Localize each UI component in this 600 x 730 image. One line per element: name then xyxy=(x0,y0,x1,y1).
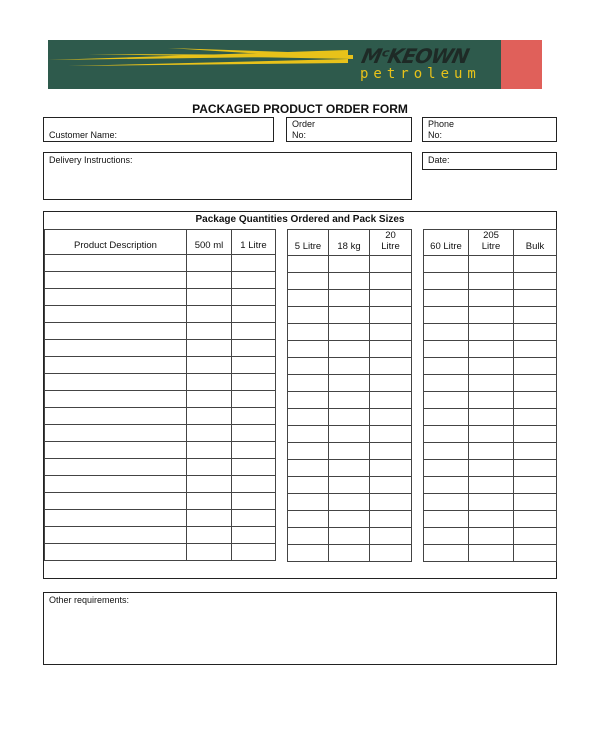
entry-cell[interactable] xyxy=(370,375,412,392)
grid-header-row xyxy=(424,230,557,256)
entry-cell[interactable] xyxy=(329,290,370,307)
phone-number-label: Phone No: xyxy=(428,119,455,140)
entry-cell[interactable] xyxy=(469,273,514,290)
entry-cell[interactable] xyxy=(370,477,412,494)
entry-cell[interactable] xyxy=(187,374,232,391)
entry-cell[interactable] xyxy=(424,341,469,358)
table-row xyxy=(288,494,412,511)
entry-cell[interactable] xyxy=(232,459,276,476)
entry-cell[interactable] xyxy=(187,459,232,476)
entry-cell[interactable] xyxy=(469,511,514,528)
entry-cell[interactable] xyxy=(370,545,412,562)
entry-cell[interactable] xyxy=(469,375,514,392)
table-row xyxy=(288,511,412,528)
delivery-instructions-field[interactable] xyxy=(43,152,412,200)
entry-cell[interactable] xyxy=(370,256,412,273)
table-row xyxy=(45,544,276,561)
entry-cell[interactable] xyxy=(514,273,557,290)
quantities-title: Package Quantities Ordered and Pack Sizes xyxy=(195,214,405,225)
table-row xyxy=(45,408,276,425)
entry-cell[interactable] xyxy=(232,544,276,561)
entry-cell[interactable] xyxy=(288,545,329,562)
table-row xyxy=(424,511,557,528)
entry-cell[interactable] xyxy=(288,477,329,494)
entry-cell[interactable] xyxy=(187,357,232,374)
entry-cell[interactable] xyxy=(424,375,469,392)
other-requirements-label: Other requirements: xyxy=(49,595,130,605)
entry-cell[interactable] xyxy=(45,272,187,289)
entry-cell[interactable] xyxy=(45,425,187,442)
order-number-label: Order No: xyxy=(292,119,316,140)
entry-cell[interactable] xyxy=(187,306,232,323)
entry-cell[interactable] xyxy=(469,324,514,341)
entry-cell[interactable] xyxy=(329,426,370,443)
entry-cell[interactable] xyxy=(232,340,276,357)
entry-cell[interactable] xyxy=(424,477,469,494)
column-header: 18 kg xyxy=(329,230,370,256)
grid-header-row xyxy=(288,230,412,256)
entry-cell[interactable] xyxy=(329,324,370,341)
entry-cell[interactable] xyxy=(232,476,276,493)
entry-cell[interactable] xyxy=(187,425,232,442)
entry-cell[interactable] xyxy=(424,324,469,341)
entry-cell[interactable] xyxy=(329,460,370,477)
table-row xyxy=(288,443,412,460)
entry-cell[interactable] xyxy=(187,255,232,272)
entry-cell[interactable] xyxy=(329,375,370,392)
entry-cell[interactable] xyxy=(469,545,514,562)
entry-cell[interactable] xyxy=(232,272,276,289)
banner-accent-block xyxy=(501,40,542,89)
entry-cell[interactable] xyxy=(514,358,557,375)
table-row xyxy=(288,392,412,409)
entry-cell[interactable] xyxy=(232,510,276,527)
entry-cell[interactable] xyxy=(187,476,232,493)
entry-cell[interactable] xyxy=(288,409,329,426)
quantities-grid-1 xyxy=(44,229,276,561)
entry-cell[interactable] xyxy=(424,511,469,528)
table-row xyxy=(45,510,276,527)
table-row xyxy=(45,442,276,459)
table-row xyxy=(424,273,557,290)
column-header: 5 Litre xyxy=(288,230,329,256)
entry-cell[interactable] xyxy=(187,289,232,306)
entry-cell[interactable] xyxy=(187,272,232,289)
brand-subtitle: petroleum xyxy=(360,66,481,82)
entry-cell[interactable] xyxy=(370,426,412,443)
table-row xyxy=(424,392,557,409)
table-row xyxy=(45,374,276,391)
entry-cell[interactable] xyxy=(288,460,329,477)
customer-name-label: Customer Name: xyxy=(49,130,118,140)
table-row xyxy=(424,426,557,443)
entry-cell[interactable] xyxy=(288,392,329,409)
table-row xyxy=(424,528,557,545)
delivery-instructions-label: Delivery Instructions: xyxy=(49,155,133,165)
entry-cell[interactable] xyxy=(45,459,187,476)
entry-cell[interactable] xyxy=(288,358,329,375)
entry-cell[interactable] xyxy=(187,442,232,459)
entry-cell[interactable] xyxy=(424,273,469,290)
entry-cell[interactable] xyxy=(469,307,514,324)
entry-cell[interactable] xyxy=(45,510,187,527)
table-row xyxy=(424,477,557,494)
table-row xyxy=(45,306,276,323)
entry-cell[interactable] xyxy=(370,273,412,290)
entry-cell[interactable] xyxy=(469,477,514,494)
entry-cell[interactable] xyxy=(469,290,514,307)
entry-cell[interactable] xyxy=(424,545,469,562)
table-row xyxy=(45,289,276,306)
entry-cell[interactable] xyxy=(45,442,187,459)
entry-cell[interactable] xyxy=(288,375,329,392)
table-row xyxy=(424,324,557,341)
entry-cell[interactable] xyxy=(45,391,187,408)
entry-cell[interactable] xyxy=(469,256,514,273)
entry-cell[interactable] xyxy=(370,324,412,341)
table-row xyxy=(45,425,276,442)
table-row xyxy=(424,375,557,392)
table-row xyxy=(288,409,412,426)
entry-cell[interactable] xyxy=(424,426,469,443)
entry-cell[interactable] xyxy=(45,476,187,493)
entry-cell[interactable] xyxy=(370,307,412,324)
table-row xyxy=(424,290,557,307)
table-row xyxy=(424,341,557,358)
entry-cell[interactable] xyxy=(329,307,370,324)
entry-cell[interactable] xyxy=(288,256,329,273)
table-row xyxy=(45,272,276,289)
entry-cell[interactable] xyxy=(469,409,514,426)
entry-cell[interactable] xyxy=(469,426,514,443)
entry-cell[interactable] xyxy=(370,290,412,307)
table-row xyxy=(45,255,276,272)
table-row xyxy=(288,290,412,307)
table-row xyxy=(288,528,412,545)
table-row xyxy=(424,358,557,375)
entry-cell[interactable] xyxy=(514,375,557,392)
entry-cell[interactable] xyxy=(187,493,232,510)
table-row xyxy=(288,307,412,324)
column-header: 205 Litre xyxy=(469,230,514,256)
table-row xyxy=(45,340,276,357)
entry-cell[interactable] xyxy=(45,408,187,425)
entry-cell[interactable] xyxy=(329,358,370,375)
customer-name-field[interactable] xyxy=(43,117,274,142)
table-row xyxy=(424,409,557,426)
entry-cell[interactable] xyxy=(514,494,557,511)
entry-cell[interactable] xyxy=(329,256,370,273)
entry-cell[interactable] xyxy=(424,409,469,426)
entry-cell[interactable] xyxy=(45,255,187,272)
table-row xyxy=(288,324,412,341)
entry-cell[interactable] xyxy=(329,273,370,290)
grid-header-row xyxy=(45,230,276,255)
entry-cell[interactable] xyxy=(514,545,557,562)
entry-cell[interactable] xyxy=(469,528,514,545)
entry-cell[interactable] xyxy=(469,494,514,511)
column-header: Bulk xyxy=(514,230,557,256)
entry-cell[interactable] xyxy=(45,544,187,561)
entry-cell[interactable] xyxy=(45,527,187,544)
form-title: PACKAGED PRODUCT ORDER FORM xyxy=(192,102,408,116)
order-number-field[interactable] xyxy=(286,117,412,142)
entry-cell[interactable] xyxy=(232,391,276,408)
entry-cell[interactable] xyxy=(514,409,557,426)
entry-cell[interactable] xyxy=(424,307,469,324)
column-header: 60 Litre xyxy=(424,230,469,256)
table-row xyxy=(424,494,557,511)
table-row xyxy=(288,477,412,494)
entry-cell[interactable] xyxy=(469,460,514,477)
entry-cell[interactable] xyxy=(232,425,276,442)
entry-cell[interactable] xyxy=(288,290,329,307)
column-header: 20 Litre xyxy=(370,230,412,256)
entry-cell[interactable] xyxy=(187,391,232,408)
entry-cell[interactable] xyxy=(424,443,469,460)
table-row xyxy=(288,273,412,290)
entry-cell[interactable] xyxy=(424,460,469,477)
entry-cell[interactable] xyxy=(232,374,276,391)
entry-cell[interactable] xyxy=(469,341,514,358)
entry-cell[interactable] xyxy=(288,443,329,460)
company-banner xyxy=(48,40,542,89)
entry-cell[interactable] xyxy=(424,358,469,375)
table-row xyxy=(424,256,557,273)
entry-cell[interactable] xyxy=(514,341,557,358)
entry-cell[interactable] xyxy=(232,255,276,272)
entry-cell[interactable] xyxy=(45,357,187,374)
entry-cell[interactable] xyxy=(469,443,514,460)
entry-cell[interactable] xyxy=(424,256,469,273)
entry-cell[interactable] xyxy=(514,256,557,273)
entry-cell[interactable] xyxy=(329,443,370,460)
entry-cell[interactable] xyxy=(329,409,370,426)
entry-cell[interactable] xyxy=(288,273,329,290)
entry-cell[interactable] xyxy=(424,528,469,545)
entry-cell[interactable] xyxy=(424,392,469,409)
entry-cell[interactable] xyxy=(329,477,370,494)
entry-cell[interactable] xyxy=(329,545,370,562)
entry-cell[interactable] xyxy=(370,443,412,460)
entry-cell[interactable] xyxy=(370,358,412,375)
entry-cell[interactable] xyxy=(514,511,557,528)
table-row xyxy=(288,256,412,273)
table-row xyxy=(45,391,276,408)
entry-cell[interactable] xyxy=(45,374,187,391)
entry-cell[interactable] xyxy=(370,409,412,426)
table-row xyxy=(45,357,276,374)
table-row xyxy=(288,426,412,443)
entry-cell[interactable] xyxy=(187,510,232,527)
table-row xyxy=(288,358,412,375)
entry-cell[interactable] xyxy=(370,511,412,528)
entry-cell[interactable] xyxy=(288,511,329,528)
entry-cell[interactable] xyxy=(187,544,232,561)
table-row xyxy=(288,460,412,477)
other-requirements-field[interactable] xyxy=(43,592,557,665)
entry-cell[interactable] xyxy=(329,494,370,511)
column-header: 1 Litre xyxy=(232,230,276,255)
entry-cell[interactable] xyxy=(187,527,232,544)
entry-cell[interactable] xyxy=(424,494,469,511)
entry-cell[interactable] xyxy=(232,306,276,323)
entry-cell[interactable] xyxy=(514,392,557,409)
table-row xyxy=(45,459,276,476)
table-row xyxy=(288,375,412,392)
table-row xyxy=(45,493,276,510)
entry-cell[interactable] xyxy=(232,527,276,544)
entry-cell[interactable] xyxy=(514,528,557,545)
column-header: Product Description xyxy=(45,230,187,255)
entry-cell[interactable] xyxy=(45,493,187,510)
entry-cell[interactable] xyxy=(370,494,412,511)
quantities-grid-2 xyxy=(287,229,412,562)
entry-cell[interactable] xyxy=(232,493,276,510)
entry-cell[interactable] xyxy=(424,290,469,307)
table-row xyxy=(424,460,557,477)
entry-cell[interactable] xyxy=(514,477,557,494)
entry-cell[interactable] xyxy=(288,324,329,341)
entry-cell[interactable] xyxy=(187,323,232,340)
brand-name: MᶜKEOWN xyxy=(359,44,471,68)
entry-cell[interactable] xyxy=(187,340,232,357)
table-row xyxy=(45,476,276,493)
entry-cell[interactable] xyxy=(514,324,557,341)
entry-cell[interactable] xyxy=(288,494,329,511)
entry-cell[interactable] xyxy=(288,426,329,443)
entry-cell[interactable] xyxy=(232,442,276,459)
entry-cell[interactable] xyxy=(514,443,557,460)
date-label: Date: xyxy=(428,155,450,165)
entry-cell[interactable] xyxy=(370,341,412,358)
entry-cell[interactable] xyxy=(232,289,276,306)
entry-cell[interactable] xyxy=(45,306,187,323)
table-row xyxy=(45,527,276,544)
table-row xyxy=(288,341,412,358)
entry-cell[interactable] xyxy=(370,392,412,409)
entry-cell[interactable] xyxy=(288,341,329,358)
quantities-grid-3 xyxy=(423,229,557,562)
entry-cell[interactable] xyxy=(232,323,276,340)
entry-cell[interactable] xyxy=(45,323,187,340)
entry-cell[interactable] xyxy=(370,460,412,477)
entry-cell[interactable] xyxy=(514,426,557,443)
entry-cell[interactable] xyxy=(288,528,329,545)
phone-number-field[interactable] xyxy=(422,117,557,142)
entry-cell[interactable] xyxy=(469,358,514,375)
entry-cell[interactable] xyxy=(514,290,557,307)
entry-cell[interactable] xyxy=(45,289,187,306)
table-row xyxy=(424,545,557,562)
entry-cell[interactable] xyxy=(329,392,370,409)
entry-cell[interactable] xyxy=(45,340,187,357)
entry-cell[interactable] xyxy=(329,341,370,358)
entry-cell[interactable] xyxy=(469,392,514,409)
entry-cell[interactable] xyxy=(370,528,412,545)
date-field[interactable] xyxy=(422,152,557,170)
entry-cell[interactable] xyxy=(329,528,370,545)
entry-cell[interactable] xyxy=(232,408,276,425)
entry-cell[interactable] xyxy=(514,460,557,477)
table-row xyxy=(288,545,412,562)
entry-cell[interactable] xyxy=(329,511,370,528)
column-header: 500 ml xyxy=(187,230,232,255)
table-row xyxy=(424,307,557,324)
table-row xyxy=(424,443,557,460)
table-row xyxy=(45,323,276,340)
entry-cell[interactable] xyxy=(232,357,276,374)
entry-cell[interactable] xyxy=(514,307,557,324)
entry-cell[interactable] xyxy=(288,307,329,324)
entry-cell[interactable] xyxy=(187,408,232,425)
